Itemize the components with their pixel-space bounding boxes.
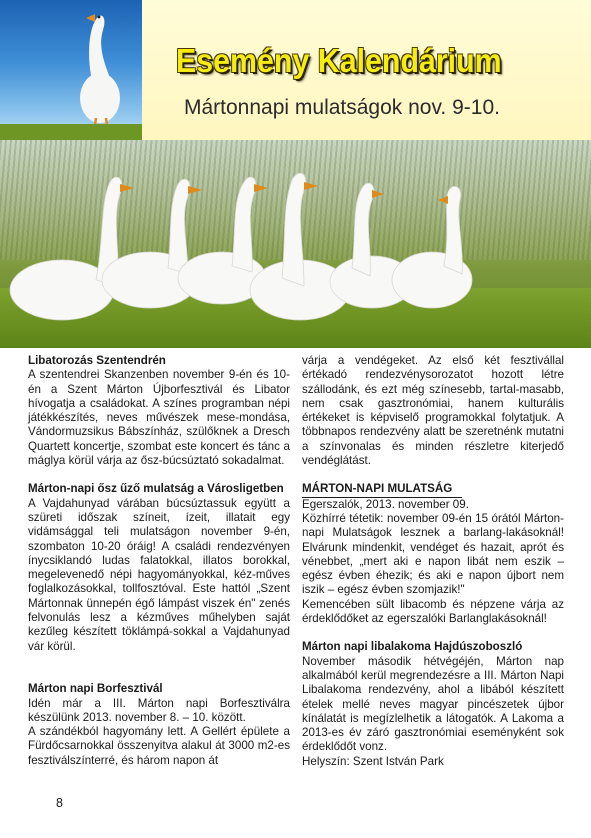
- article-continuation: várja a vendégeket. Az első két fesztivállal értékadó rendezvénysorozatot hozott létre szállodánk, és ezt még színesebb, tartal-masabb, nem csak gasztronómiai, hanem kulturális értékeket is képviselő programokkal folytatjuk. A többnapos rendezvény alatt be szeretnénk mutatni a színvonalas és minden részletre kiterjedő vendéglátást.: [302, 354, 564, 468]
- page-title: Esemény Kalendárium: [176, 42, 502, 79]
- article-marton-napi-osz-uzo: [28, 482, 290, 654]
- article-heading: MÁRTON-NAPI MULATSÁG: [302, 482, 462, 497]
- white-goose-illustration: [0, 0, 142, 140]
- left-column: [28, 354, 290, 782]
- geese-flock-photo: [0, 140, 591, 348]
- geese-illustration: [0, 140, 591, 348]
- article-text: Egerszalók, 2013. november 09.: [302, 497, 469, 511]
- article-text: Helyszín: Szent István Park: [302, 754, 444, 768]
- article-borfesztival: [28, 668, 290, 768]
- article-hajduszoboszlo: [302, 640, 564, 769]
- page-number: 8: [56, 796, 63, 810]
- article-text: Közhírré tétetik: november 09-én 15 órától Márton-napi Mulatságok lesznek a barlang-lakásoknál! Elvárunk mindenkit, vendéget és hazait, aprót és vénebbet, „mert aki e napon libát nem eszik – egész évben éhezik; és aki e napon újbort nem iszik – egész évben szomjazik!": [302, 511, 564, 597]
- right-column: [302, 354, 564, 783]
- article-libatorozas: [28, 354, 290, 468]
- page-header: [0, 0, 591, 140]
- article-text: A szentendrei Skanzenben november 9-én és 10-én a Szent Márton Újborfesztivál és Libator hívogatja a családokat. A színes programban népi játékkészítés, neves művészek mese-mondása, Vándormuzsikus Bábszínház, szülőknek a Dresch Quartett koncertje, szombat este koncert és tánc a máglya körül várja az ősz-búcsúztató sokadalmat.: [28, 368, 290, 468]
- article-text: November második hétvégéjén, Márton nap alkalmából kerül megrendezésre a III. Márton Napi Libalakoma rendezvény, ahol a libából készített ételek mellé neves magyar pincészetek újbor kínálatát is megízlelhetik a látogatók. A Lakoma a 2013-es év záró gasztronómiai eseményként sok érdeklődőt vonz.: [302, 654, 564, 754]
- article-heading: Márton-napi ősz űző mulatság a Városligetben: [28, 482, 284, 496]
- article-text: A Vajdahunyad várában búcsúztassuk együtt a szüreti időszak színeit, ízeit, illatait egy vidámsággal teli mulatságon november 9-én, szombaton 10-20 óráig! A családi rendezvényen ínycsiklandó ludas falatokkal, illatos borokkal, megelevenedő népi hagyományokkal, kéz-műves foglalkozásokkal, tollfosztóval. Este hattól „Szent Mártonnak ünnepén égő lámpást viszek én" zenés felvonulás lesz a kézműves műhelyben saját kezűleg készített töklámpá-sokkal a Vajdahunyad vár körül.: [28, 496, 290, 653]
- goose-sky-photo: [0, 0, 142, 140]
- article-heading: Libatorozás Szentendrén: [28, 354, 166, 367]
- page-subtitle: Mártonnapi mulatságok nov. 9-10.: [184, 96, 500, 119]
- article-heading: Márton napi libalakoma Hajdúszoboszló: [302, 640, 523, 654]
- article-text: Idén már a III. Márton napi Borfesztiválra készülünk 2013. november 8. – 10. között. A szándékból hagyomány lett. A Gellért épülete a Fürdőcsarnokkal összenyitva alakul át 3000 m2-es fesztiválszínterré, és három napon át: [28, 696, 290, 767]
- article-egerszalok: [302, 482, 564, 626]
- article-heading: Márton napi Borfesztivál: [28, 682, 163, 696]
- article-text: Kemencében sült libacomb és népzene várja az érdeklődőket az egerszalóki Barlanglakásoknál!: [302, 597, 564, 626]
